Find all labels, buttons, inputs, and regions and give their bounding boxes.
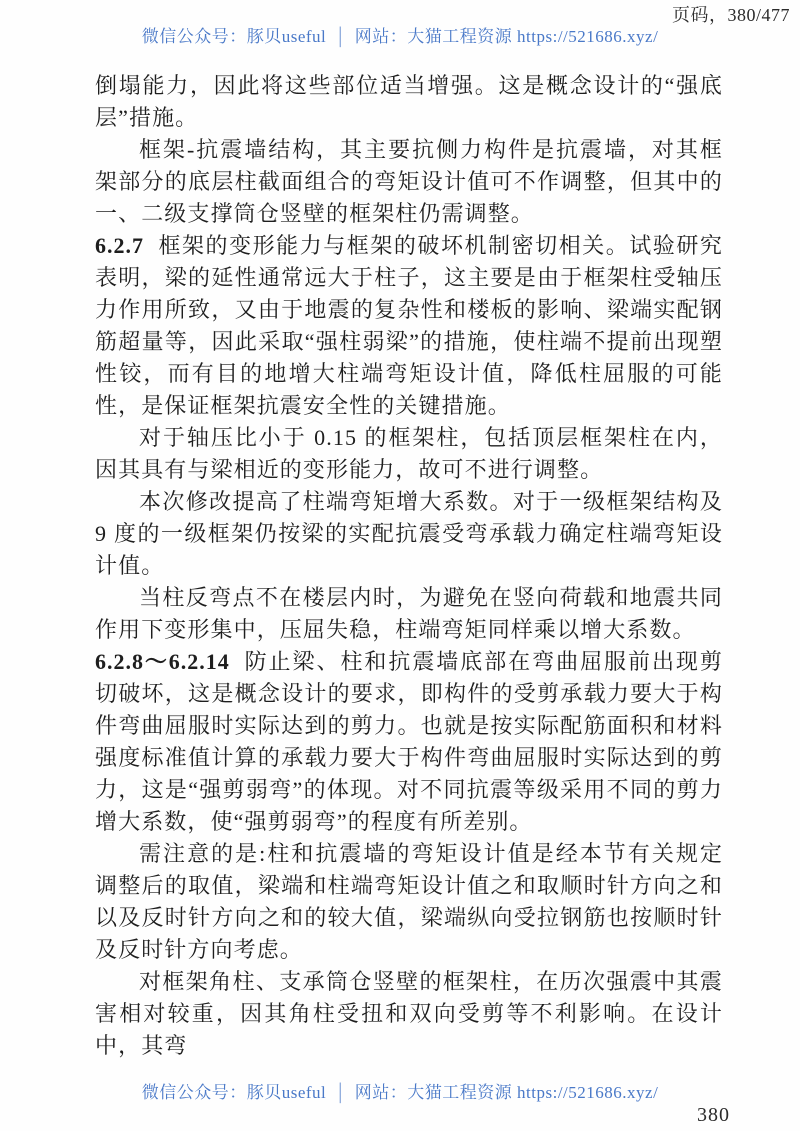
watermark-top (0, 22, 800, 47)
paragraph-text: 当柱反弯点不在楼层内时，为避免在竖向荷载和地震共同作用下变形集中，压屈失稳，柱端弯矩同样乘以增大系数。 (95, 585, 723, 642)
paragraph (95, 422, 723, 486)
paragraph (95, 966, 723, 1062)
paragraph-text: 对框架角柱、支承筒仓竖壁的框架柱，在历次强震中其震害相对较重，因其角柱受扭和双向受剪等不利影响。在设计中，其弯 (95, 969, 723, 1058)
paragraph (95, 486, 723, 582)
watermark-site-text: 网站：大猫工程资源 https://521686.xyz/ (354, 1083, 659, 1102)
paragraph-text: 框架的变形能力与框架的破坏机制密切相关。试验研究表明，梁的延性通常远大于柱子，这主要是由于框架柱受轴压力作用所致，又由于地震的复杂性和楼板的影响、梁端实配钢筋超量等，因此采取“强柱弱梁”的措施，使柱端不提前出现塑性铰，而有目的地增大柱端弯矩设计值，降低柱屈服的可能性，是保证框架抗震安全性的关键措施。 (95, 233, 723, 418)
watermark-bottom (0, 1078, 800, 1103)
paragraph (95, 582, 723, 646)
watermark-account-text: 微信公众号：豚贝useful (141, 1083, 327, 1102)
document-body (95, 70, 723, 1062)
paragraph-text: 需注意的是:柱和抗震墙的弯矩设计值是经本节有关规定调整后的取值，梁端和柱端弯矩设计值之和取顺时针方向之和以及反时针方向之和的较大值，梁端纵向受拉钢筋也按顺时针及反时针方向考虑。 (95, 841, 723, 962)
paragraph (95, 134, 723, 230)
paragraph-text: 本次修改提高了柱端弯矩增大系数。对于一级框架结构及 9 度的一级框架仍按梁的实配抗震受弯承载力确定柱端弯矩设计值。 (95, 489, 723, 578)
page-counter: 页码，380/477 (671, 5, 790, 25)
paragraph-text: 对于轴压比小于 0.15 的框架柱，包括顶层框架柱在内，因其具有与梁相近的变形能力，故可不进行调整。 (95, 425, 723, 482)
watermark-account-text: 微信公众号：豚贝useful (141, 27, 327, 46)
paragraph-text: 框架-抗震墙结构，其主要抗侧力构件是抗震墙，对其框架部分的底层柱截面组合的弯矩设计值可不作调整，但其中的一、二级支撑筒仓竖壁的框架柱仍需调整。 (95, 137, 723, 226)
section-number: 6.2.7 (95, 233, 144, 258)
paragraph (95, 838, 723, 966)
paragraph-section-6-2-8-to-6-2-14 (95, 646, 723, 838)
paragraph-section-6-2-7 (95, 230, 723, 422)
section-number: 6.2.8～6.2.14 (95, 649, 230, 674)
watermark-separator: │ (334, 1083, 347, 1102)
watermark-site-text: 网站：大猫工程资源 https://521686.xyz/ (354, 27, 659, 46)
paragraph-continuation (95, 70, 723, 134)
paragraph-text: 倒塌能力，因此将这些部位适当增强。这是概念设计的“强底层”措施。 (95, 73, 723, 130)
page-number: 380 (697, 1104, 730, 1126)
paragraph-text: 防止梁、柱和抗震墙底部在弯曲屈服前出现剪切破坏，这是概念设计的要求，即构件的受剪承载力要大于构件弯曲屈服时实际达到的剪力。也就是按实际配筋面积和材料强度标准值计算的承载力要大于构件弯曲屈服时实际达到的剪力，这是“强剪弱弯”的体现。对不同抗震等级采用不同的剪力增大系数，使“强剪弱弯”的程度有所差别。 (95, 649, 723, 834)
watermark-separator: │ (334, 27, 347, 46)
